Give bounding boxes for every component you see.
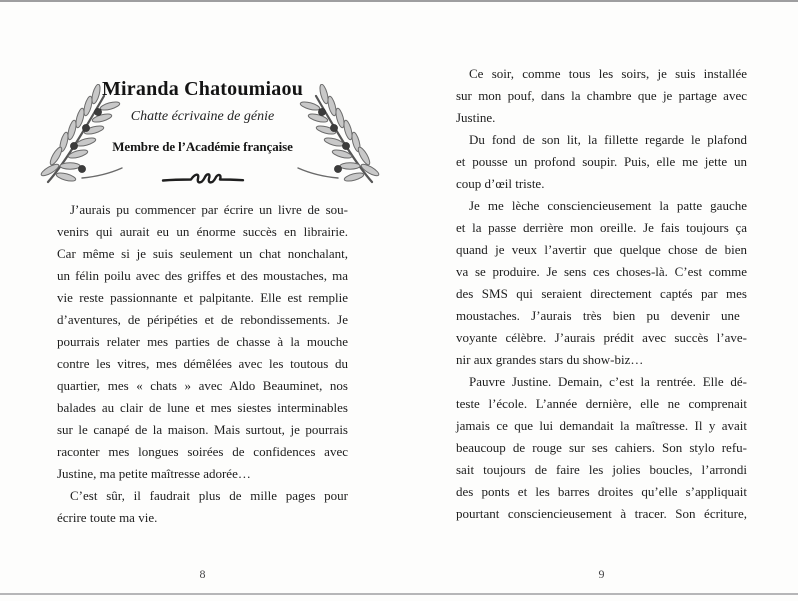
left-page-number: 8 <box>199 567 206 581</box>
text-line: J’aurais pu commencer par écrire un livre de sou- <box>70 202 348 217</box>
text-line: balades au clair de lune et mes siestes interminables <box>57 400 348 415</box>
text-line: sur mon pouf, dans la chambre que je partage avec <box>456 88 747 103</box>
chapter-header <box>30 70 375 187</box>
text-line: Je me lèche consciencieusement la patte gauche <box>469 198 747 213</box>
author-membership: Membre de l’Académie française <box>112 139 293 154</box>
text-line: coup d’œil triste. <box>456 176 545 191</box>
text-line: vie reste passionnante et palpitante. Elle est remplie <box>57 290 348 305</box>
top-edge-line <box>0 0 798 2</box>
text-line: Ce soir, comme tous les soirs, je suis installée <box>469 66 747 81</box>
text-line: quand je veux l’avertir que quelque chose de bien <box>456 242 747 257</box>
text-line: Justine. <box>456 110 496 125</box>
author-name: Miranda Chatoumiaou <box>101 78 304 100</box>
text-line: écrire toute ma vie. <box>57 510 158 525</box>
text-line: des ponts et les barres droites qu’elle s’appliquait <box>456 484 747 499</box>
text-line: venirs qui aurait eu un énorme succès en librairie. <box>57 224 348 239</box>
text-line: jamais ce que lui demandait la maîtresse. Il y avait <box>456 418 747 433</box>
text-line: raconter mes longues soirées de confidences avec <box>57 444 348 459</box>
text-line: quartier, mes « chats » avec Aldo Beauminet, nos <box>57 378 348 393</box>
text-line: C’est sûr, il faudrait plus de mille pages pour <box>70 488 348 503</box>
text-line: beaucoup de rouge sur ses cahiers. Son stylo refu- <box>456 440 747 455</box>
text-line: teste l’école. L’année dernière, elle ne comprenait <box>456 396 747 411</box>
text-line: voyante célèbre. J’aurais prédit avec succès l’ave- <box>456 330 747 345</box>
right-page-number: 9 <box>598 567 605 581</box>
text-line: Car même si je suis seulement un chat nonchalant, <box>57 246 348 261</box>
text-line: Justine, ma petite maîtresse adorée… <box>57 466 251 481</box>
scribble-divider-icon <box>30 171 375 187</box>
text-line: nir aux grandes stars du show-biz… <box>456 352 644 367</box>
left-page-text <box>57 199 348 529</box>
text-line: sur le canapé de la maison. Mais surtout, je pourrais <box>57 422 348 437</box>
right-page-text <box>456 63 747 525</box>
text-line: et pousse un profond soupir. Puis, elle me jette un <box>456 154 747 169</box>
text-line: et la passe derrière mon oreille. Je fais toujours ça <box>456 220 747 235</box>
author-role: Chatte écrivaine de génie <box>130 109 275 124</box>
text-line: sait toujours de faire les jolies boucles, l’arrondi <box>456 462 747 477</box>
text-line: d’aventures, de péripéties et de rebondissements. Je <box>57 312 348 327</box>
text-line: pourtant consciencieusement à tracer. Son écriture, <box>456 506 747 521</box>
text-line: pourrais relater mes parties de chasse à la mouche <box>57 334 348 349</box>
text-line: un félin poilu avec des griffes et des moustaches, ma <box>57 268 348 283</box>
text-line: Du fond de son lit, la fillette regarde le plafond <box>469 132 747 147</box>
text-line: moustaches. J’aurais très bien pu devenir une <box>456 308 740 323</box>
text-line: va se produire. Je sens ces choses-là. C’est comme <box>456 264 747 279</box>
text-line: des SMS qui seraient directement captés par mes <box>456 286 747 301</box>
bottom-edge-line <box>0 593 798 595</box>
text-line: Pauvre Justine. Demain, c’est la rentrée. Elle dé- <box>469 374 747 389</box>
text-line: contre les vitres, mes démêlées avec les toutous du <box>57 356 348 371</box>
